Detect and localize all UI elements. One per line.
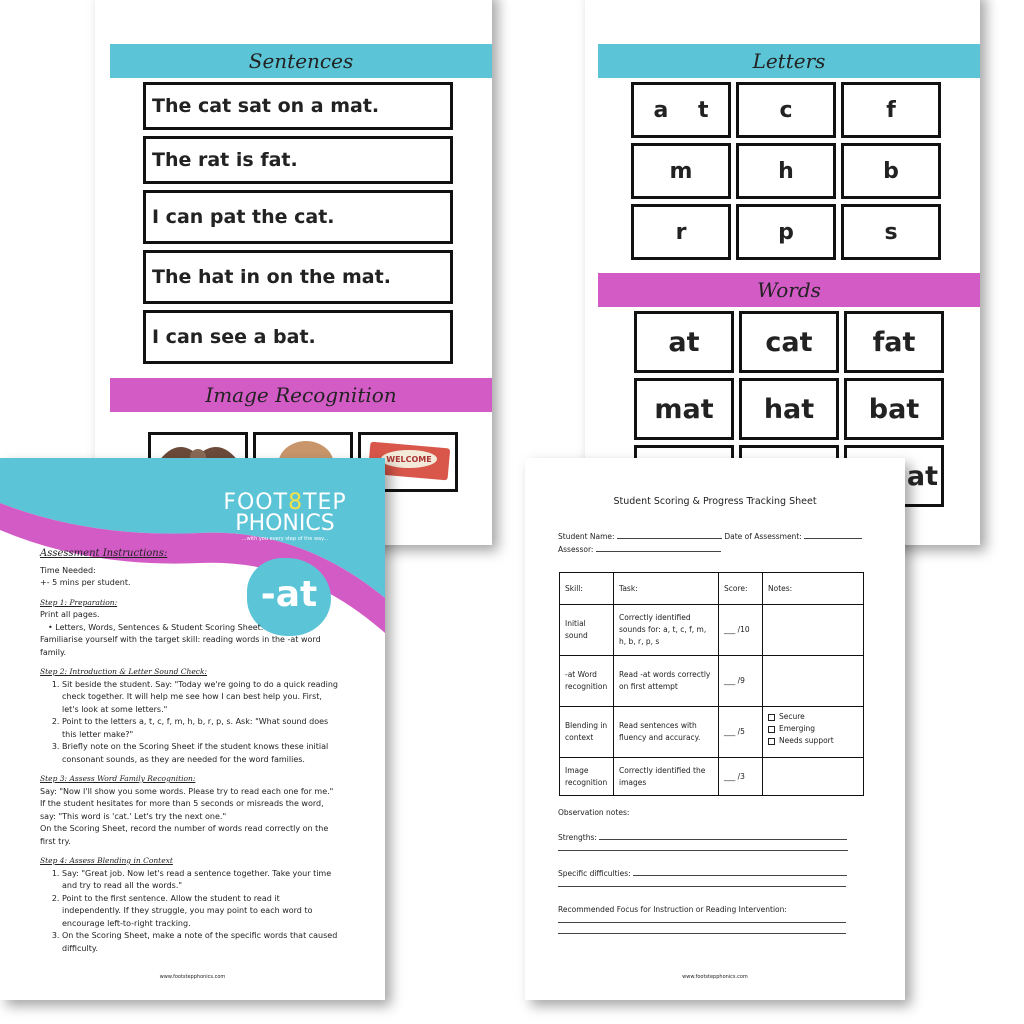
checkbox-needs-support[interactable]: Needs support xyxy=(768,735,858,747)
words-header: Words xyxy=(598,273,980,307)
checkbox-secure[interactable]: Secure xyxy=(768,711,858,723)
difficulties-field[interactable] xyxy=(633,875,847,876)
instructions-heading: Assessment Instructions: xyxy=(40,548,168,559)
sentence-card: The cat sat on a mat. xyxy=(143,82,453,130)
word-card xyxy=(634,311,734,373)
letter-card xyxy=(736,82,836,138)
letter-card-text: c xyxy=(779,97,793,123)
word-card-text: fat xyxy=(872,326,916,358)
letter-card-text: b xyxy=(883,158,899,184)
word-card xyxy=(739,311,839,373)
scoring-page: Student Scoring & Progress Tracking Sheet Student Name: Date of Assessment: Assessor: Skill: Task: Score: Notes: Initial sound Correctly identified sounds for: a, t, c, f, m, h, b, r, p, s ___ /10 -at Word recognition Read -at words correctly on first attempt ___ /9 Blending in context Read sentences with fluency and accuracy. ___ /5 Secure Emerging Needs support Image recognition Correctly identified the images ___ /3 Observation notes: Strengths: Specific difficulties: Recommended Focus for Instruction or Reading Intervention: www.footstepphonics.com xyxy=(525,458,905,1000)
word-card xyxy=(844,378,944,440)
letter-card xyxy=(841,143,941,199)
letter-card-text: f xyxy=(886,97,896,123)
word-card-text: mat xyxy=(654,393,714,425)
letter-card-text: s xyxy=(884,219,898,245)
word-card-text: bat xyxy=(868,393,920,425)
word-card-text: at xyxy=(668,326,700,358)
letter-card xyxy=(841,82,941,138)
letter-card xyxy=(736,143,836,199)
letter-card-text: a t xyxy=(653,97,709,123)
assessor-field[interactable] xyxy=(596,551,721,552)
date-field[interactable] xyxy=(804,538,862,539)
sentences-header: Sentences xyxy=(110,44,492,78)
footer-url: www.footstepphonics.com xyxy=(159,974,226,980)
word-card-text: hat xyxy=(763,393,815,425)
svg-text:WELCOME: WELCOME xyxy=(386,455,432,464)
letter-card xyxy=(631,82,731,138)
strengths-field[interactable] xyxy=(599,839,847,840)
footer-url: www.footstepphonics.com xyxy=(682,974,748,980)
image-recognition-header: Image Recognition xyxy=(110,378,492,412)
logo: FOOT8TEP PHONICS ...with you every step of the way... xyxy=(223,490,347,542)
letters-header: Letters xyxy=(598,44,980,78)
word-card-text: cat xyxy=(765,326,813,358)
student-name-field[interactable] xyxy=(617,538,722,539)
word-card xyxy=(739,378,839,440)
letter-card-text: p xyxy=(778,219,794,245)
difficulties-field-2[interactable] xyxy=(558,886,846,887)
sentence-card: I can pat the cat. xyxy=(143,190,453,244)
sentence-card: The rat is fat. xyxy=(143,136,453,184)
letter-card xyxy=(736,204,836,260)
letter-card-text: r xyxy=(675,219,687,245)
letter-card xyxy=(631,204,731,260)
scoring-table: Skill: Task: Score: Notes: Initial sound Correctly identified sounds for: a, t, c, f, m, h, b, r, p, s ___ /10 -at Word recognition Read -at words correctly on first attempt ___ /9 Blending in context Read sentences with fluency and accuracy. ___ /5 Secure Emerging Needs support Image recognition Correctly identified the images ___ /3 xyxy=(559,572,864,796)
sentence-card: The hat in on the mat. xyxy=(143,250,453,304)
strengths-field-2[interactable] xyxy=(558,850,848,851)
letter-card xyxy=(841,204,941,260)
scoring-title: Student Scoring & Progress Tracking Sheet xyxy=(613,496,817,507)
focus-field[interactable] xyxy=(558,922,846,923)
instructions-page: FOOT8TEP PHONICS ...with you every step of the way... -at Assessment Instructions: Time Needed: +- 5 mins per student. Step 1: Preparation: Print all pages. • Letters, Words, Sentences & Student Scoring Sheet. Familiarise yourself with the target skill: reading words in the -at word family. Step 2: Introduction & Letter Sound Check: 1. Sit beside the student. Say: "Today we're going to do a quick reading check together. It will help me see how I can best help you. First, let's look at some letters." 2. Point to the letters a, t, c, f, m, h, b, r, p, s. Ask: "What sound does this letter make?" 3. Briefly note on the Scoring Sheet if the student knows these initial consonant sounds, as they are needed for the word families. Step 3: Assess Word Family Recognition: Say: "Now I'll show you some words. Please try to read each one for me." If the student hesitates for more than 5 seconds or misreads the word, say: "This word is 'cat.' Let's try the next one." On the Scoring Sheet, record the number of words read correctly on the first try. Step 4: Assess Blending in Context 1. Say: "Great job. Now let's read a sentence together. Take your time and try to read all the words." 2. Point to the first sentence. Allow the student to read it independently. If they struggle, you may point to each word to encourage left-to-right tracking. 3. On the Scoring Sheet, make a note of the specific words that caused difficulty. www.footstepphonics.com xyxy=(0,458,385,1000)
word-card-text: at xyxy=(906,460,938,492)
focus-field-2[interactable] xyxy=(558,933,846,934)
at-badge: -at xyxy=(247,558,331,636)
letter-card-text: m xyxy=(669,158,693,184)
word-card xyxy=(634,378,734,440)
letter-card xyxy=(631,143,731,199)
word-card xyxy=(844,311,944,373)
letter-card-text: h xyxy=(778,158,794,184)
sentence-card: I can see a bat. xyxy=(143,310,453,364)
checkbox-emerging[interactable]: Emerging xyxy=(768,723,858,735)
